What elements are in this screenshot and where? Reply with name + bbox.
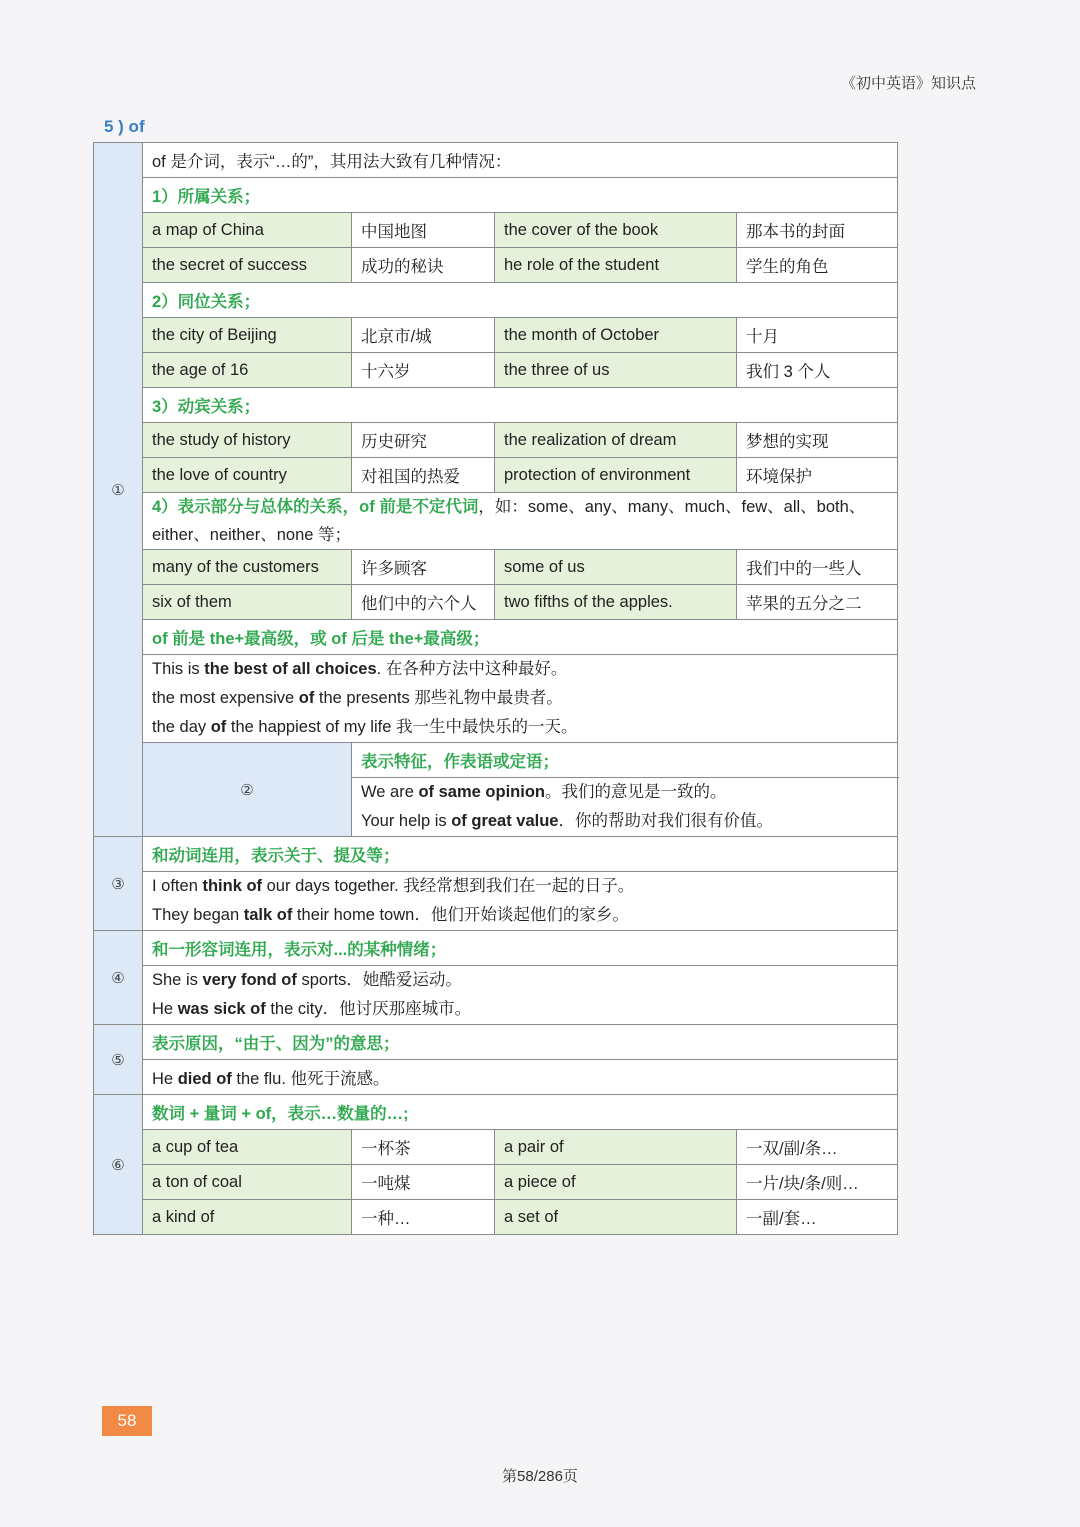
table-row	[94, 283, 898, 318]
sentence-keyword: died	[177, 1070, 212, 1088]
section-marker-5: ⑤	[94, 1025, 143, 1095]
example-phrase: the three of us	[495, 353, 737, 388]
sentence-keyword: talk	[243, 906, 273, 924]
table-row	[94, 1165, 898, 1200]
example-phrase: a set of	[495, 1200, 737, 1235]
example-phrase: a kind of	[143, 1200, 352, 1235]
example-translation: 北京市/城	[352, 318, 495, 353]
table-row	[94, 872, 898, 931]
usage-heading: 和动词连用，表示关于、提及等；	[143, 837, 898, 872]
example-phrase: many of the customers	[143, 550, 352, 585]
example-phrase: the cover of the book	[495, 213, 737, 248]
example-phrase: a ton of coal	[143, 1165, 352, 1200]
example-translation: 那本书的封面	[737, 213, 898, 248]
example-sentences	[143, 655, 898, 743]
sentence-keyword: of same opinion	[418, 783, 545, 801]
example-sentence	[152, 655, 888, 684]
example-sentence	[361, 807, 888, 836]
sentence-part: the flu. 他死于流感。	[231, 1070, 390, 1088]
table-row	[94, 655, 898, 743]
example-sentence	[152, 966, 888, 995]
example-phrase: the study of history	[143, 423, 352, 458]
example-phrase: protection of environment	[495, 458, 737, 493]
sentence-keyword: very fond of	[202, 971, 297, 989]
table-row	[94, 1200, 898, 1235]
table-row	[94, 837, 898, 872]
example-translation: 一副/套…	[737, 1200, 898, 1235]
table-row	[94, 213, 898, 248]
sentence-part: . 在各种方法中这种最好。	[376, 660, 568, 678]
example-translation: 一杯茶	[352, 1130, 495, 1165]
usage-heading: 数词 + 量词 + of，表示…数量的…;	[143, 1095, 898, 1130]
example-phrase: a cup of tea	[143, 1130, 352, 1165]
sentence-keyword: sick of	[213, 1000, 266, 1018]
table-row	[94, 1025, 898, 1060]
section-marker-6: ⑥	[94, 1095, 143, 1235]
sentence-keyword: of	[298, 689, 315, 707]
table-row	[94, 143, 898, 178]
sentence-keyword: of great value	[451, 812, 559, 830]
page-number-badge: 58	[102, 1406, 152, 1436]
usage-heading-rest: ，如：some、any、many、much、few、all、both、either、neither、none 等；	[152, 498, 866, 544]
table-row	[94, 550, 898, 585]
usage-heading: 表示原因，“由于、因为”的意思；	[143, 1025, 898, 1060]
table-row	[94, 931, 898, 966]
sentence-part: the city．他讨厌那座城市。	[265, 1000, 472, 1018]
example-translation: 一吨煤	[352, 1165, 495, 1200]
example-translation: 一双/副/条…	[737, 1130, 898, 1165]
sentence-keyword: the best of all choices	[204, 660, 377, 678]
table-row	[94, 1130, 898, 1165]
sentence-part: Your help is	[361, 812, 452, 830]
example-sentences	[352, 778, 898, 837]
example-phrase: six of them	[143, 585, 352, 620]
example-sentence	[143, 1060, 898, 1095]
example-sentence	[361, 778, 888, 807]
sentence-part: He	[152, 1070, 178, 1088]
of-usage-table	[93, 142, 898, 1235]
example-sentence	[152, 901, 888, 930]
example-translation: 梦想的实现	[737, 423, 898, 458]
sentence-keyword: of	[276, 906, 293, 924]
sentence-part: I often	[152, 877, 203, 895]
example-phrase: a map of China	[143, 213, 352, 248]
example-phrase: two fifths of the apples.	[495, 585, 737, 620]
example-translation: 一片/块/条/则…	[737, 1165, 898, 1200]
example-translation: 我们中的一些人	[737, 550, 898, 585]
sentence-keyword: of	[246, 877, 263, 895]
example-sentences	[143, 872, 898, 931]
sentence-keyword: think	[202, 877, 242, 895]
example-translation: 中国地图	[352, 213, 495, 248]
example-phrase: the realization of dream	[495, 423, 737, 458]
example-translation: 对祖国的热爱	[352, 458, 495, 493]
table-row	[94, 1060, 898, 1095]
usage-heading-green: 4）表示部分与总体的关系，of 前是不定代词	[152, 498, 479, 516]
example-translation: 环境保护	[737, 458, 898, 493]
table-row	[94, 966, 898, 1025]
table-row	[94, 388, 898, 423]
example-translation: 十六岁	[352, 353, 495, 388]
table-row	[94, 458, 898, 493]
table-row	[94, 318, 898, 353]
table-row	[94, 248, 898, 283]
document-header-title: 《初中英语》知识点	[840, 75, 976, 92]
usage-heading: 1）所属关系；	[143, 178, 898, 213]
example-phrase: the love of country	[143, 458, 352, 493]
example-translation: 他们中的六个人	[352, 585, 495, 620]
sentence-part: the most expensive	[152, 689, 299, 707]
sentence-keyword: was	[177, 1000, 209, 1018]
usage-heading: 表示特征，作表语或定语；	[352, 743, 898, 778]
usage-heading-partitive	[143, 493, 898, 550]
example-phrase: a piece of	[495, 1165, 737, 1200]
example-sentence	[152, 713, 888, 742]
example-translation: 一种…	[352, 1200, 495, 1235]
example-translation: 许多顾客	[352, 550, 495, 585]
sentence-part: He	[152, 1000, 178, 1018]
table-row	[94, 1095, 898, 1130]
example-phrase: some of us	[495, 550, 737, 585]
table-row	[94, 493, 898, 550]
example-sentence	[152, 684, 888, 713]
table-row	[94, 178, 898, 213]
example-translation: 历史研究	[352, 423, 495, 458]
page-footer: 第58/286页	[502, 1468, 578, 1485]
example-phrase: the city of Beijing	[143, 318, 352, 353]
example-phrase: he role of the student	[495, 248, 737, 283]
table-row	[94, 585, 898, 620]
sentence-part: She is	[152, 971, 203, 989]
sentence-keyword: of	[216, 1070, 232, 1088]
table-row	[94, 353, 898, 388]
sentence-part: This is	[152, 660, 205, 678]
usage-heading: 和一形容词连用，表示对...的某种情绪；	[143, 931, 898, 966]
sentence-keyword: of	[210, 718, 227, 736]
sentence-part: our days together. 我经常想到我们在一起的日子。	[262, 877, 635, 895]
section-title: 5 ) of	[104, 117, 145, 136]
sentence-part: the day	[152, 718, 211, 736]
example-phrase: the age of 16	[143, 353, 352, 388]
example-translation: 我们 3 个人	[737, 353, 898, 388]
sentence-part: the happiest of my life 我一生中最快乐的一天。	[226, 718, 578, 736]
table-row	[94, 743, 898, 778]
sentence-part: ．你的帮助对我们很有价值。	[558, 812, 773, 830]
usage-heading: 2）同位关系；	[143, 283, 898, 318]
sentence-part: They began	[152, 906, 244, 924]
section-marker-4: ④	[94, 931, 143, 1025]
intro-text: of 是介词，表示“…的”，其用法大致有几种情况：	[143, 143, 898, 178]
sentence-part: the presents 那些礼物中最贵者。	[314, 689, 563, 707]
example-translation: 十月	[737, 318, 898, 353]
section-marker-2: ②	[143, 743, 352, 837]
sentence-part: We are	[361, 783, 419, 801]
usage-heading: of 前是 the+最高级，或 of 后是 the+最高级；	[143, 620, 898, 655]
section-marker-3: ③	[94, 837, 143, 931]
sentence-part: sports．她酷爱运动。	[296, 971, 462, 989]
usage-heading: 3）动宾关系；	[143, 388, 898, 423]
example-phrase: the secret of success	[143, 248, 352, 283]
example-sentence	[152, 872, 888, 901]
table-row	[94, 423, 898, 458]
section-marker-1: ①	[94, 143, 143, 837]
example-sentence	[152, 995, 888, 1024]
example-translation: 成功的秘诀	[352, 248, 495, 283]
example-translation: 苹果的五分之二	[737, 585, 898, 620]
example-sentences	[143, 966, 898, 1025]
example-phrase: the month of October	[495, 318, 737, 353]
sentence-part: 。我们的意见是一致的。	[544, 783, 727, 801]
example-phrase: a pair of	[495, 1130, 737, 1165]
sentence-part: their home town．他们开始谈起他们的家乡。	[292, 906, 629, 924]
example-translation: 学生的角色	[737, 248, 898, 283]
table-row	[94, 620, 898, 655]
